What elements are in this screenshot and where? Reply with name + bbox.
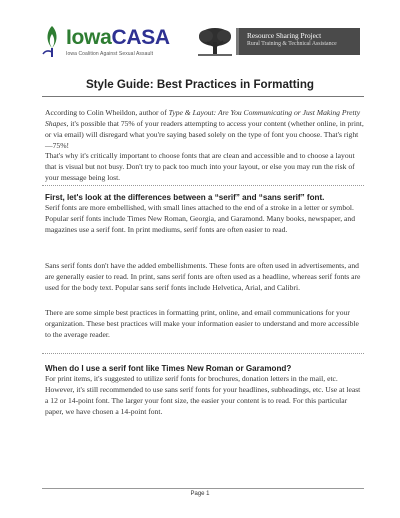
paragraph-intro-part-a: According to Colin Wheildon, author of xyxy=(45,108,169,117)
iowacasa-logo xyxy=(42,24,212,60)
logo-iowa-text: Iowa xyxy=(66,26,112,49)
paragraph-serif-fonts: Serif fonts are more embellished, with small lines attached to the end of a stroke in a letter or symbol. Popular serif fonts include Times New Roman, Georgia, and Garamond. Many books, newspaper, and magazines use a serif font. In print mediums, serif fonts are often easier to read. xyxy=(45,203,356,234)
paragraph-importance: That's why it's critically important to choose fonts that are clean and accessible and to choose a layout that is visual but not busy. Don't try to pack too much into your layout, or else you may run the risk of your message being lost. xyxy=(45,151,355,182)
paragraph-sans-serif-fonts: Sans serif fonts don't have the added embellishments. These fonts are often used in advertisements, and are generally easier to read. In print, sans serif fonts are often used as a headline, whereas serif fonts are used for the body text. Popular sans serif fonts include Helvetica, Arial, and Calibri. xyxy=(45,261,361,292)
tree-icon xyxy=(196,24,234,59)
section-divider xyxy=(42,353,364,354)
project-subtitle: Rural Training & Technical Assistance xyxy=(247,41,337,47)
project-title: Resource Sharing Project xyxy=(247,31,322,40)
logo-wordmark xyxy=(66,26,170,50)
section-divider xyxy=(42,185,364,186)
heading-when-serif: When do I use a serif font like Times New Roman or Garamond? xyxy=(45,364,292,373)
paragraph-print-items: For print items, it's suggested to utilize serif fonts for brochures, donation letters in the mail, etc. However, it's still recommended to use sans serif fonts for your headlines, subheadings, etc. Use at least a 12 or 14-point font. The larger your font size, the easier your content is to read. For this particular paper, we have chosen a 14-point font. xyxy=(45,374,361,416)
project-banner xyxy=(236,28,360,55)
heading-serif-vs-sans: First, let's look at the differences between a “serif” and “sans serif” font. xyxy=(45,193,325,202)
paragraph-best-practices: There are some simple best practices in formatting print, online, and email communications for your organization. These best practices will make your information easier to understand and more accessible to the average reader. xyxy=(45,308,359,339)
book-title: Type & Layout: Are You Communicating or Just Making Pretty Shapes xyxy=(45,108,361,128)
document-title: Style Guide: Best Practices in Formatting xyxy=(85,78,315,91)
iowacasa-leaf-icon xyxy=(42,24,62,58)
resource-sharing-project-logo xyxy=(196,24,362,60)
logo-tagline: Iowa Coalition Against Sexual Assault xyxy=(66,51,154,57)
paragraph-intro xyxy=(45,108,365,152)
title-divider xyxy=(42,96,364,97)
paragraph-intro-part-b: , it's possible that 75% of your readers attempting to access your content (whether online, in print, or via email) will disregard what you're saying based solely on the type of font you choose. That's right—75%! xyxy=(45,118,364,150)
footer-divider xyxy=(42,488,364,489)
page-number: Page 1 xyxy=(190,491,210,497)
logo-casa-text: CASA xyxy=(111,26,170,49)
